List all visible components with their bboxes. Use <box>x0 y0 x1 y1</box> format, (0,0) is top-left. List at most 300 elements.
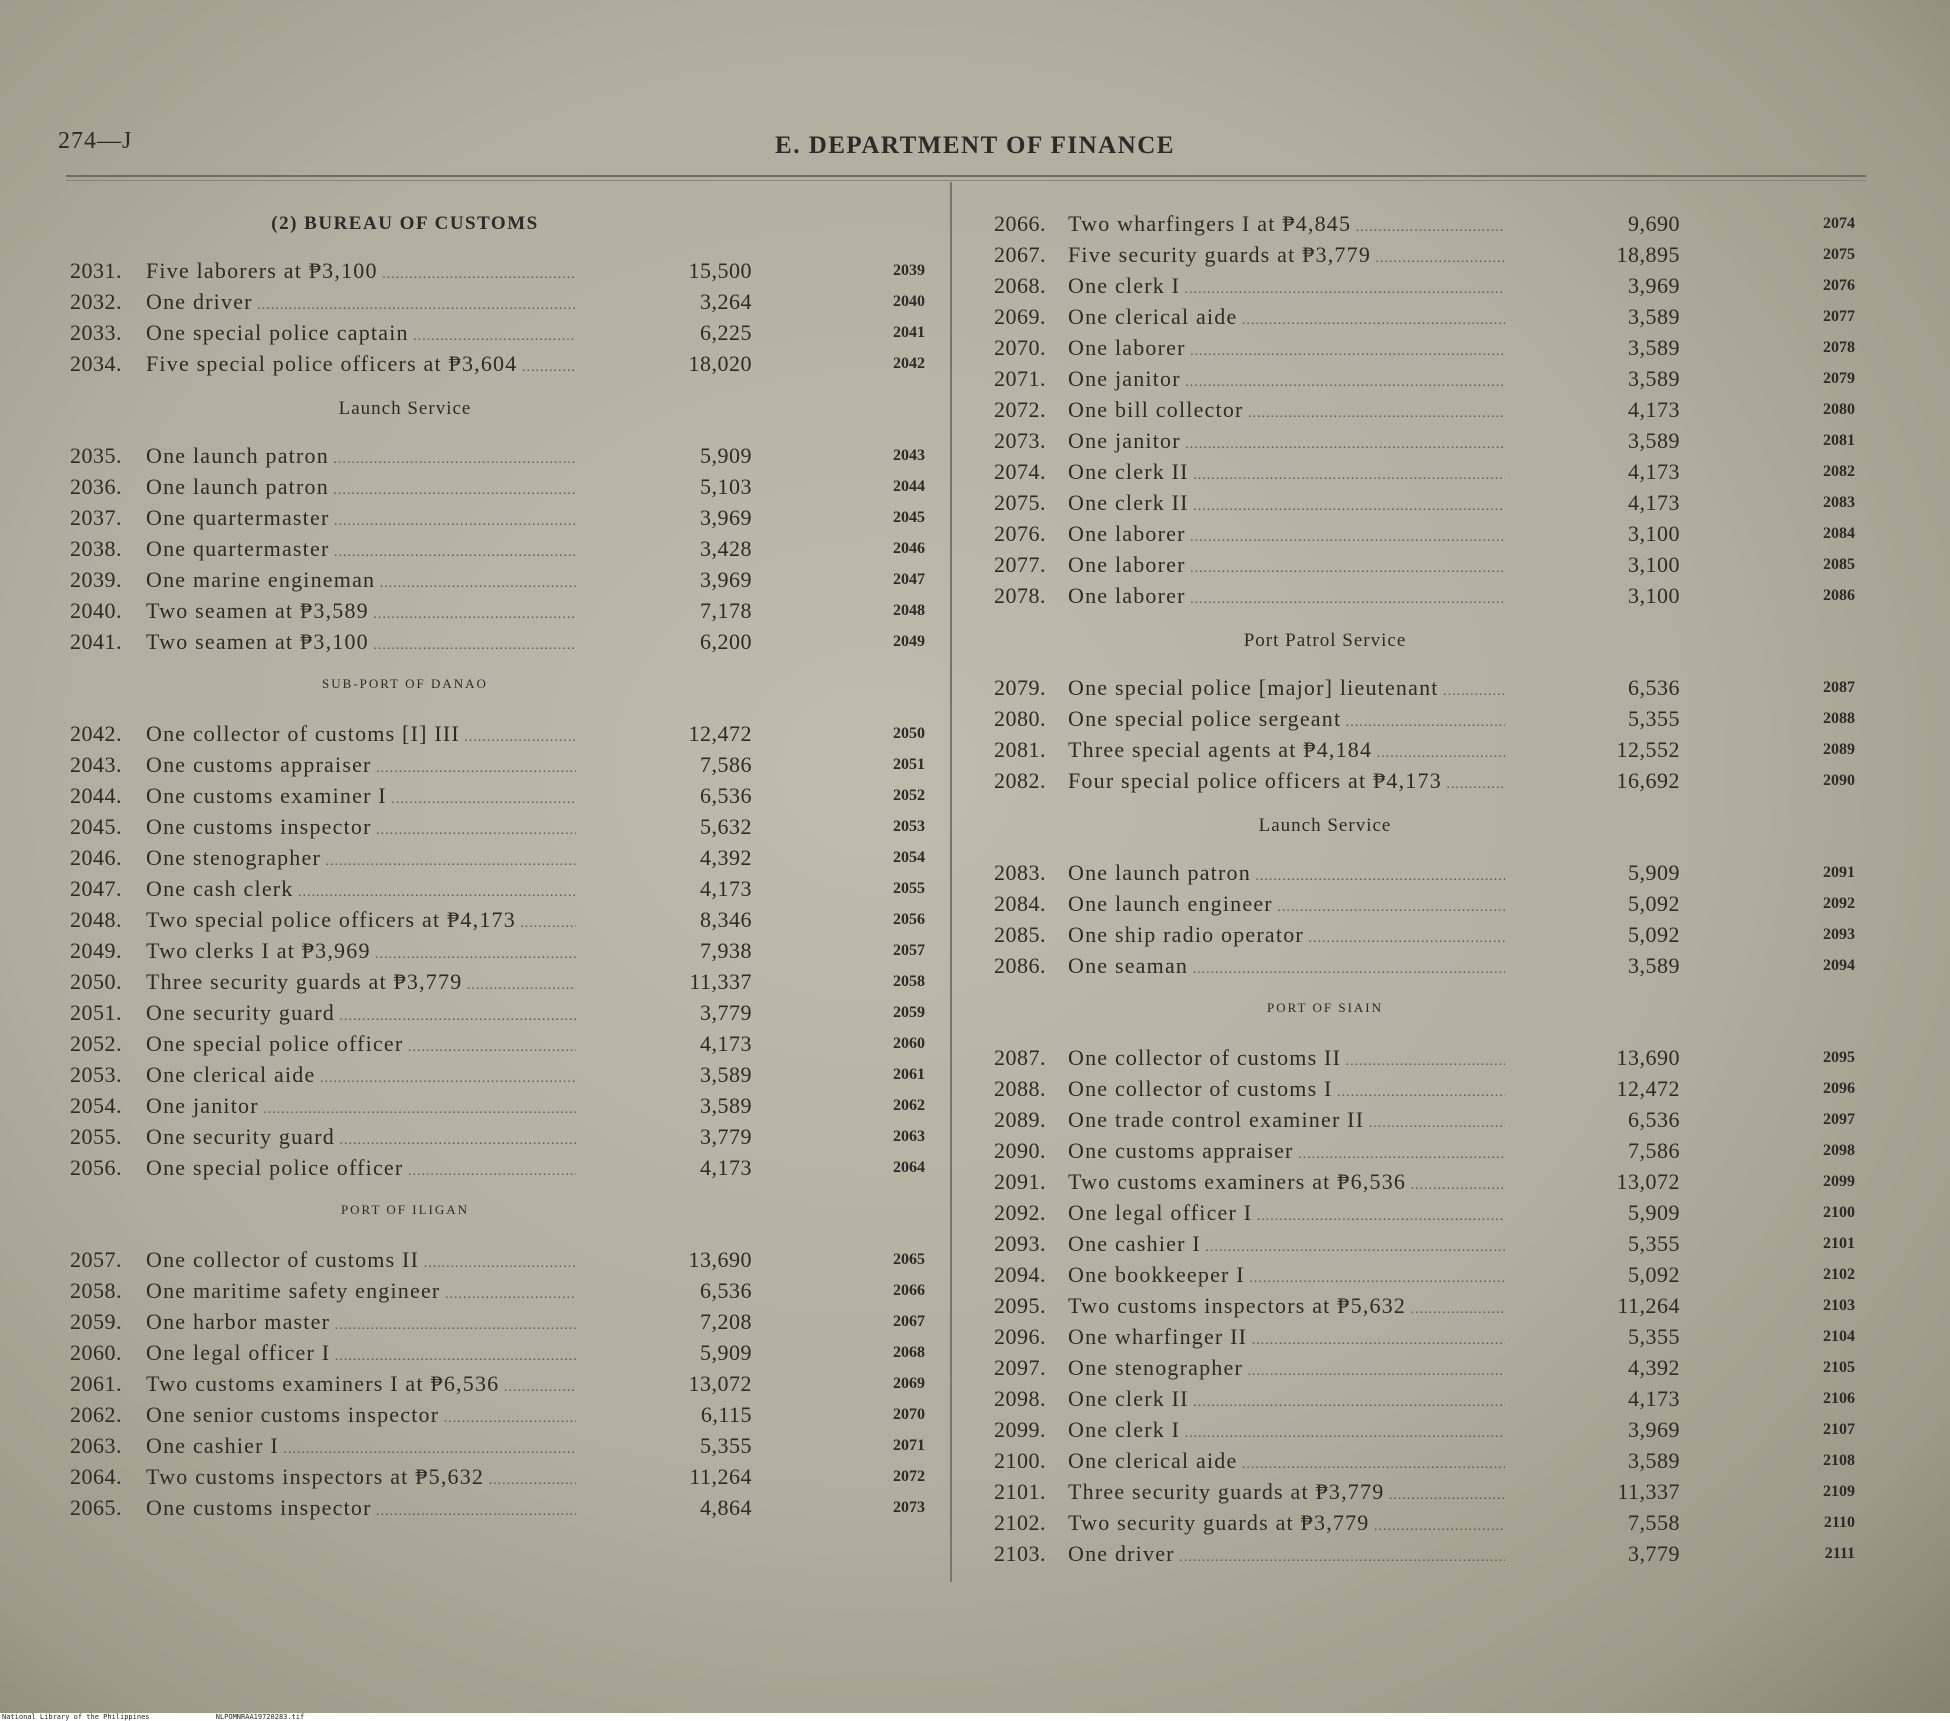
item-description: One cash clerk ..... <box>146 874 576 908</box>
item-reference: 2100 <box>1823 1204 1855 1221</box>
item-amount: 5,632 <box>700 814 752 839</box>
item-amount: 4,173 <box>700 876 752 901</box>
item-number: 2051. <box>70 1000 122 1025</box>
item-reference: 2109 <box>1823 1483 1855 1500</box>
item-amount: 12,472 <box>1616 1076 1680 1101</box>
item-number: 2035. <box>70 443 122 468</box>
item-number: 2102. <box>994 1510 1046 1535</box>
item-number: 2096. <box>994 1324 1046 1349</box>
item-description: One legal officer I ..... <box>1068 1198 1505 1232</box>
item-amount: 5,092 <box>1628 1262 1680 1287</box>
item-reference: 2106 <box>1823 1390 1855 1407</box>
item-reference: 2051 <box>893 756 925 773</box>
section-heading: Launch Service <box>1258 815 1392 836</box>
item-description: Two seamen at ₱3,589 ..... <box>146 596 576 630</box>
item-amount: 5,355 <box>1628 1231 1680 1256</box>
item-reference: 2058 <box>893 973 925 990</box>
item-description: One laborer ..... <box>1068 333 1505 367</box>
item-reference: 2075 <box>1823 246 1855 263</box>
item-number: 2071. <box>994 366 1046 391</box>
item-amount: 11,264 <box>689 1464 752 1489</box>
header-rule <box>66 175 1866 181</box>
item-amount: 18,020 <box>688 351 752 376</box>
item-amount: 6,536 <box>700 783 752 808</box>
item-amount: 4,173 <box>1628 1386 1680 1411</box>
item-reference: 2082 <box>1823 463 1855 480</box>
item-reference: 2069 <box>893 1375 925 1392</box>
item-reference: 2049 <box>893 633 925 650</box>
appropriation-row <box>0 1167 1900 1197</box>
appropriation-row <box>0 1136 1900 1166</box>
item-number: 2045. <box>70 814 122 839</box>
item-reference: 2077 <box>1823 308 1855 325</box>
item-description: One quartermaster ..... <box>146 534 576 568</box>
item-amount: 5,103 <box>700 474 752 499</box>
item-reference: 2043 <box>893 447 925 464</box>
item-amount: 4,173 <box>1628 459 1680 484</box>
item-number: 2094. <box>994 1262 1046 1287</box>
item-number: 2063. <box>70 1433 122 1458</box>
item-number: 2065. <box>70 1495 122 1520</box>
item-reference: 2086 <box>1823 587 1855 604</box>
item-number: 2039. <box>70 567 122 592</box>
section-heading: Port Patrol Service <box>1243 630 1407 651</box>
item-description: One stenographer ..... <box>1068 1353 1505 1387</box>
item-number: 2055. <box>70 1124 122 1149</box>
item-number: 2041. <box>70 629 122 654</box>
appropriation-row <box>0 920 1900 950</box>
item-reference: 2097 <box>1823 1111 1855 1128</box>
item-description: Four special police officers at ₱4,173 ..... <box>1068 766 1505 800</box>
item-number: 2054. <box>70 1093 122 1118</box>
appropriation-row <box>0 1384 1900 1414</box>
item-number: 2103. <box>994 1541 1046 1566</box>
item-description: One wharfinger II ..... <box>1068 1322 1505 1356</box>
item-amount: 9,690 <box>1628 211 1680 236</box>
item-number: 2095. <box>994 1293 1046 1318</box>
item-reference: 2064 <box>893 1159 925 1176</box>
item-number: 2091. <box>994 1169 1046 1194</box>
item-amount: 13,072 <box>1616 1169 1680 1194</box>
appropriation-row <box>0 1074 1900 1104</box>
appropriation-row <box>0 951 1900 981</box>
item-number: 2069. <box>994 304 1046 329</box>
appropriation-row <box>0 395 1900 425</box>
item-description: One collector of customs II ..... <box>1068 1043 1505 1077</box>
appropriation-row <box>0 766 1900 796</box>
item-reference: 2060 <box>893 1035 925 1052</box>
item-number: 2093. <box>994 1231 1046 1256</box>
section-heading: SUB-PORT OF DANAO <box>322 676 488 691</box>
item-reference: 2105 <box>1823 1359 1855 1376</box>
item-number: 2058. <box>70 1278 122 1303</box>
item-reference: 2070 <box>893 1406 925 1423</box>
appropriation-row <box>0 1446 1900 1476</box>
item-description: One customs inspector ..... <box>146 812 576 846</box>
item-amount: 3,969 <box>700 567 752 592</box>
item-description: Five security guards at ₱3,779 ..... <box>1068 240 1505 274</box>
item-amount: 3,100 <box>1628 521 1680 546</box>
item-description: One collector of customs I ..... <box>1068 1074 1505 1108</box>
item-description: One collector of customs [I] III ..... <box>146 719 576 753</box>
item-description: One harbor master ..... <box>146 1307 576 1341</box>
item-amount: 5,909 <box>1628 1200 1680 1225</box>
item-amount: 4,392 <box>1628 1355 1680 1380</box>
appropriation-row <box>0 889 1900 919</box>
appropriation-row <box>0 673 1900 703</box>
item-number: 2079. <box>994 675 1046 700</box>
item-amount: 6,536 <box>1628 675 1680 700</box>
item-description: One bill collector ..... <box>1068 395 1505 429</box>
item-description: One bookkeeper I ..... <box>1068 1260 1505 1294</box>
item-number: 2046. <box>70 845 122 870</box>
item-description: One trade control examiner II ..... <box>1068 1105 1505 1139</box>
item-reference: 2063 <box>893 1128 925 1145</box>
item-description: One janitor ..... <box>1068 364 1505 398</box>
item-reference: 2044 <box>893 478 925 495</box>
item-number: 2076. <box>994 521 1046 546</box>
item-reference: 2083 <box>1823 494 1855 511</box>
item-amount: 4,864 <box>700 1495 752 1520</box>
item-number: 2084. <box>994 891 1046 916</box>
item-number: 2048. <box>70 907 122 932</box>
item-number: 2097. <box>994 1355 1046 1380</box>
item-number: 2092. <box>994 1200 1046 1225</box>
item-reference: 2059 <box>893 1004 925 1021</box>
appropriation-row <box>0 581 1900 611</box>
item-amount: 7,178 <box>700 598 752 623</box>
item-amount: 3,264 <box>700 289 752 314</box>
item-number: 2077. <box>994 552 1046 577</box>
appropriation-row <box>0 1229 1900 1259</box>
item-amount: 7,208 <box>700 1309 752 1334</box>
item-description: One customs inspector ..... <box>146 1493 576 1527</box>
item-number: 2090. <box>994 1138 1046 1163</box>
item-number: 2089. <box>994 1107 1046 1132</box>
appropriation-row <box>0 519 1900 549</box>
item-reference: 2042 <box>893 355 925 372</box>
item-description: Two wharfingers I at ₱4,845 ..... <box>1068 209 1505 243</box>
item-amount: 3,589 <box>1628 304 1680 329</box>
item-number: 2047. <box>70 876 122 901</box>
item-reference: 2111 <box>1824 1545 1855 1562</box>
item-reference: 2079 <box>1823 370 1855 387</box>
item-amount: 5,355 <box>1628 706 1680 731</box>
item-reference: 2047 <box>893 571 925 588</box>
item-reference: 2056 <box>893 911 925 928</box>
item-reference: 2053 <box>893 818 925 835</box>
item-description: One launch engineer ..... <box>1068 889 1505 923</box>
item-reference: 2055 <box>893 880 925 897</box>
item-amount: 18,895 <box>1616 242 1680 267</box>
item-reference: 2108 <box>1823 1452 1855 1469</box>
item-description: Two customs examiners I at ₱6,536 ..... <box>146 1369 576 1403</box>
item-description: One launch patron ..... <box>146 472 576 506</box>
item-reference: 2099 <box>1823 1173 1855 1190</box>
footer-source: National Library of the Philippines <box>2 1713 150 1721</box>
item-amount: 11,264 <box>1617 1293 1680 1318</box>
appropriation-row <box>0 1539 1900 1569</box>
appropriation-row <box>0 1415 1900 1445</box>
item-description: One special police officer ..... <box>146 1029 576 1063</box>
appropriation-row <box>0 1353 1900 1383</box>
item-reference: 2093 <box>1823 926 1855 943</box>
appropriation-row <box>0 1477 1900 1507</box>
section-heading: PORT OF SIAIN <box>1267 1000 1383 1015</box>
item-number: 2061. <box>70 1371 122 1396</box>
item-number: 2081. <box>994 737 1046 762</box>
appropriation-row <box>0 240 1900 270</box>
item-number: 2068. <box>994 273 1046 298</box>
item-number: 2049. <box>70 938 122 963</box>
item-reference: 2076 <box>1823 277 1855 294</box>
item-description: One cashier I ..... <box>1068 1229 1505 1263</box>
item-amount: 3,779 <box>1628 1541 1680 1566</box>
item-description: One customs examiner I ..... <box>146 781 576 815</box>
item-reference: 2090 <box>1823 772 1855 789</box>
item-reference: 2089 <box>1823 741 1855 758</box>
item-description: One clerical aide ..... <box>1068 302 1505 336</box>
item-description: One clerk II ..... <box>1068 1384 1505 1418</box>
item-number: 2031. <box>70 258 122 283</box>
item-amount: 11,337 <box>689 969 752 994</box>
item-description: One clerk II ..... <box>1068 488 1505 522</box>
item-number: 2059. <box>70 1309 122 1334</box>
item-reference: 2052 <box>893 787 925 804</box>
item-reference: 2050 <box>893 725 925 742</box>
item-amount: 13,690 <box>1616 1045 1680 1070</box>
appropriation-row <box>0 1198 1900 1228</box>
item-description: Two security guards at ₱3,779 ..... <box>1068 1508 1505 1542</box>
item-reference: 2062 <box>893 1097 925 1114</box>
item-description: One clerical aide ..... <box>146 1060 576 1094</box>
item-number: 2078. <box>994 583 1046 608</box>
item-number: 2075. <box>994 490 1046 515</box>
item-amount: 15,500 <box>688 258 752 283</box>
item-amount: 16,692 <box>1616 768 1680 793</box>
item-description: One driver ..... <box>1068 1539 1505 1573</box>
item-reference: 2078 <box>1823 339 1855 356</box>
item-amount: 7,586 <box>700 752 752 777</box>
item-amount: 6,225 <box>700 320 752 345</box>
item-number: 2057. <box>70 1247 122 1272</box>
item-amount: 3,779 <box>700 1124 752 1149</box>
appropriation-row <box>0 1322 1900 1352</box>
item-description: One collector of customs II ..... <box>146 1245 576 1279</box>
item-reference: 2072 <box>893 1468 925 1485</box>
item-number: 2088. <box>994 1076 1046 1101</box>
item-description: One launch patron ..... <box>146 441 576 475</box>
item-description: Three special agents at ₱4,184 ..... <box>1068 735 1505 769</box>
item-number: 2082. <box>994 768 1046 793</box>
item-description: One customs appraiser ..... <box>1068 1136 1505 1170</box>
item-number: 2037. <box>70 505 122 530</box>
item-number: 2050. <box>70 969 122 994</box>
item-amount: 5,909 <box>1628 860 1680 885</box>
item-number: 2086. <box>994 953 1046 978</box>
item-description: Two special police officers at ₱4,173 ..... <box>146 905 576 939</box>
scan-footer <box>0 1713 1950 1721</box>
page-title: E. DEPARTMENT OF FINANCE <box>775 132 1175 159</box>
item-amount: 5,092 <box>1628 891 1680 916</box>
item-description: One launch patron ..... <box>1068 858 1505 892</box>
item-reference: 2065 <box>893 1251 925 1268</box>
appropriation-row <box>0 1291 1900 1321</box>
item-reference: 2087 <box>1823 679 1855 696</box>
item-reference: 2041 <box>893 324 925 341</box>
item-number: 2043. <box>70 752 122 777</box>
item-number: 2040. <box>70 598 122 623</box>
item-amount: 5,909 <box>700 443 752 468</box>
item-reference: 2054 <box>893 849 925 866</box>
item-description: One special police [major] lieutenant ..... <box>1068 673 1505 707</box>
item-number: 2070. <box>994 335 1046 360</box>
appropriation-row <box>0 1105 1900 1135</box>
appropriation-row <box>0 302 1900 332</box>
item-description: Two customs inspectors at ₱5,632 ..... <box>1068 1291 1505 1325</box>
item-amount: 3,969 <box>700 505 752 530</box>
item-amount: 6,536 <box>700 1278 752 1303</box>
item-description: Two customs examiners at ₱6,536 ..... <box>1068 1167 1505 1201</box>
item-amount: 3,589 <box>1628 366 1680 391</box>
appropriation-row <box>0 271 1900 301</box>
item-number: 2052. <box>70 1031 122 1056</box>
item-reference: 2057 <box>893 942 925 959</box>
item-amount: 6,536 <box>1628 1107 1680 1132</box>
item-reference: 2067 <box>893 1313 925 1330</box>
item-description: One ship radio operator ..... <box>1068 920 1505 954</box>
item-number: 2080. <box>994 706 1046 731</box>
item-reference: 2096 <box>1823 1080 1855 1097</box>
item-number: 2101. <box>994 1479 1046 1504</box>
item-number: 2062. <box>70 1402 122 1427</box>
item-reference: 2094 <box>1823 957 1855 974</box>
item-description: One stenographer ..... <box>146 843 576 877</box>
item-amount: 12,472 <box>688 721 752 746</box>
item-reference: 2098 <box>1823 1142 1855 1159</box>
item-reference: 2039 <box>893 262 925 279</box>
item-description: One clerk I ..... <box>1068 271 1505 305</box>
item-number: 2064. <box>70 1464 122 1489</box>
item-description: One senior customs inspector ..... <box>146 1400 576 1434</box>
item-reference: 2073 <box>893 1499 925 1516</box>
item-description: Five laborers at ₱3,100 ..... <box>146 256 576 290</box>
item-reference: 2071 <box>893 1437 925 1454</box>
item-amount: 3,589 <box>700 1062 752 1087</box>
item-amount: 4,173 <box>1628 490 1680 515</box>
item-amount: 8,346 <box>700 907 752 932</box>
item-amount: 6,115 <box>700 1402 752 1427</box>
appropriation-row <box>0 426 1900 456</box>
item-amount: 4,173 <box>700 1155 752 1180</box>
appropriation-row <box>0 364 1900 394</box>
item-number: 2099. <box>994 1417 1046 1442</box>
item-number: 2032. <box>70 289 122 314</box>
item-number: 2085. <box>994 922 1046 947</box>
item-reference: 2046 <box>893 540 925 557</box>
item-number: 2038. <box>70 536 122 561</box>
item-amount: 13,690 <box>688 1247 752 1272</box>
item-description: Two seamen at ₱3,100 ..... <box>146 627 576 661</box>
item-number: 2056. <box>70 1155 122 1180</box>
section-heading: PORT OF ILIGAN <box>340 1202 470 1217</box>
item-description: One quartermaster ..... <box>146 503 576 537</box>
item-description: One laborer ..... <box>1068 581 1505 615</box>
item-reference: 2081 <box>1823 432 1855 449</box>
item-amount: 3,589 <box>1628 953 1680 978</box>
item-reference: 2095 <box>1823 1049 1855 1066</box>
item-description: One security guard ..... <box>146 1122 576 1156</box>
item-number: 2067. <box>994 242 1046 267</box>
item-description: One special police sergeant ..... <box>1068 704 1505 738</box>
item-description: One laborer ..... <box>1068 550 1505 584</box>
item-number: 2098. <box>994 1386 1046 1411</box>
item-number: 2074. <box>994 459 1046 484</box>
item-amount: 3,589 <box>1628 1448 1680 1473</box>
item-amount: 11,337 <box>1617 1479 1680 1504</box>
item-number: 2053. <box>70 1062 122 1087</box>
item-reference: 2110 <box>1823 1514 1855 1531</box>
item-reference: 2074 <box>1823 215 1855 232</box>
appropriation-row <box>0 858 1900 888</box>
item-amount: 5,092 <box>1628 922 1680 947</box>
item-amount: 6,200 <box>700 629 752 654</box>
item-reference: 2107 <box>1823 1421 1855 1438</box>
item-number: 2033. <box>70 320 122 345</box>
appropriation-row <box>0 488 1900 518</box>
item-description: One maritime safety engineer ..... <box>146 1276 576 1310</box>
item-amount: 3,100 <box>1628 552 1680 577</box>
item-number: 2034. <box>70 351 122 376</box>
item-description: One customs appraiser ..... <box>146 750 576 784</box>
item-amount: 4,173 <box>700 1031 752 1056</box>
appropriation-row <box>0 1260 1900 1290</box>
item-amount: 7,558 <box>1628 1510 1680 1535</box>
item-description: Two customs inspectors at ₱5,632 ..... <box>146 1462 576 1496</box>
item-reference: 2066 <box>893 1282 925 1299</box>
item-amount: 7,938 <box>700 938 752 963</box>
item-number: 2083. <box>994 860 1046 885</box>
item-description: One clerk II ..... <box>1068 457 1505 491</box>
item-amount: 3,969 <box>1628 1417 1680 1442</box>
item-number: 2100. <box>994 1448 1046 1473</box>
section-heading: (2) BUREAU OF CUSTOMS <box>271 213 539 234</box>
item-amount: 7,586 <box>1628 1138 1680 1163</box>
item-reference: 2088 <box>1823 710 1855 727</box>
page-number: 274—J <box>58 128 133 154</box>
item-description: Two clerks I at ₱3,969 ..... <box>146 936 576 970</box>
item-amount: 4,392 <box>700 845 752 870</box>
item-description: One legal officer I ..... <box>146 1338 576 1372</box>
item-amount: 3,589 <box>1628 335 1680 360</box>
item-amount: 5,355 <box>700 1433 752 1458</box>
item-reference: 2084 <box>1823 525 1855 542</box>
item-amount: 3,589 <box>700 1093 752 1118</box>
item-description: One driver ..... <box>146 287 576 321</box>
item-amount: 5,909 <box>700 1340 752 1365</box>
item-number: 2060. <box>70 1340 122 1365</box>
item-reference: 2101 <box>1823 1235 1855 1252</box>
item-description: One security guard ..... <box>146 998 576 1032</box>
appropriation-row <box>0 209 1900 239</box>
item-description: One marine engineman ..... <box>146 565 576 599</box>
item-amount: 13,072 <box>688 1371 752 1396</box>
item-amount: 3,100 <box>1628 583 1680 608</box>
item-number: 2044. <box>70 783 122 808</box>
footer-file: NLPOMNRAA19720283.tif <box>215 1713 305 1721</box>
item-amount: 5,355 <box>1628 1324 1680 1349</box>
item-description: One janitor ..... <box>1068 426 1505 460</box>
